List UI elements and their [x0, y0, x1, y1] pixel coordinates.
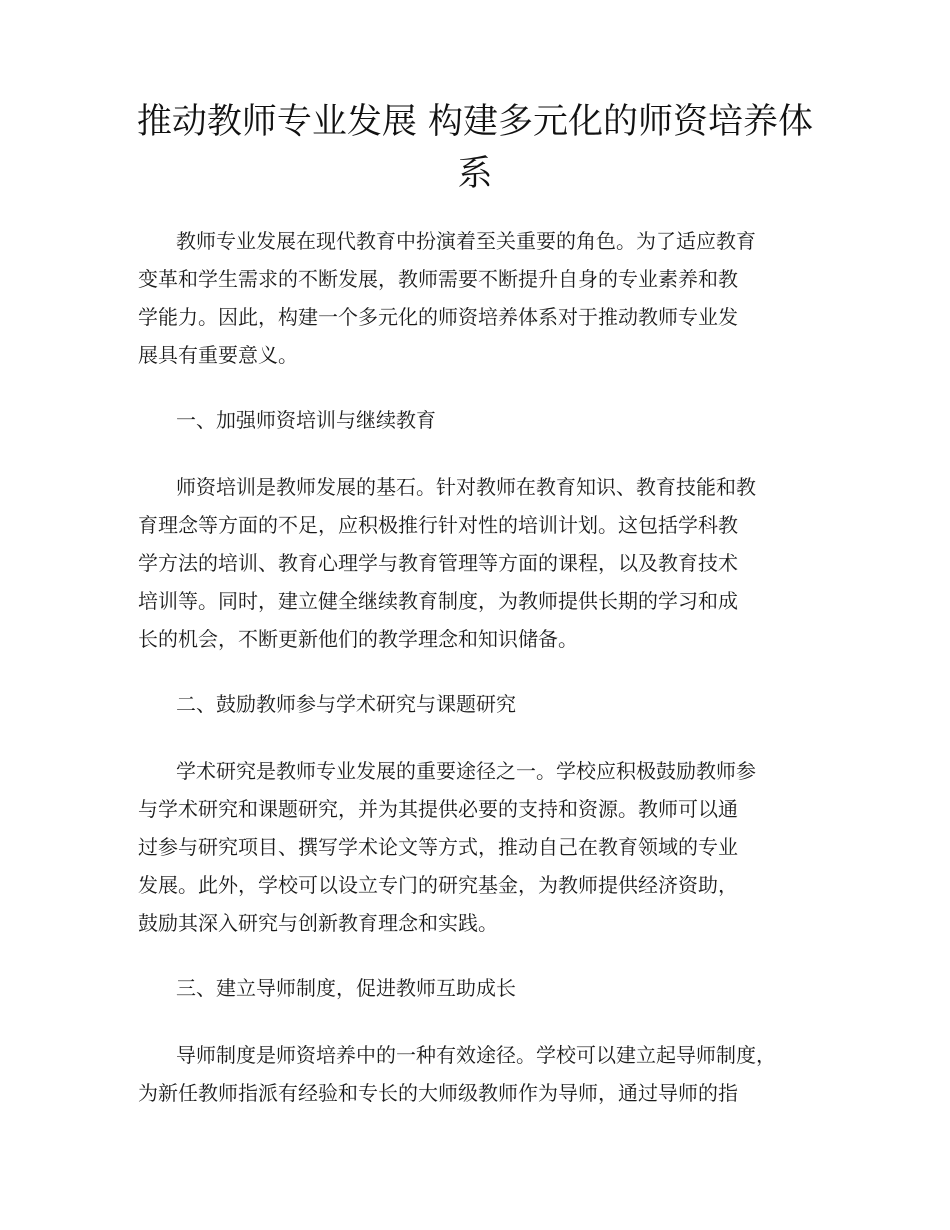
paragraph-line: 导师制度是师资培养中的一种有效途径。学校可以建立起导师制度，	[176, 1043, 776, 1067]
paragraph-training	[138, 468, 838, 658]
section-heading-3: 三、建立导师制度，促进教师互助成长	[176, 976, 516, 1000]
title-line: 系	[457, 154, 493, 194]
document-body	[138, 222, 838, 1139]
paragraph-line: 育理念等方面的不足，应积极推行针对性的培训计划。这包括学科教	[138, 513, 738, 537]
paragraph-mentor	[138, 1036, 838, 1112]
paragraph-line: 培训等。同时，建立健全继续教育制度，为教师提供长期的学习和成	[138, 589, 738, 613]
title-line: 推动教师专业发展 构建多元化的师资培养体	[136, 102, 814, 142]
paragraph-line: 过参与研究项目、撰写学术论文等方式，推动自己在教育领域的专业	[138, 835, 738, 859]
paragraph-line: 学术研究是教师专业发展的重要途径之一。学校应积极鼓励教师参	[176, 759, 756, 783]
paragraph-line: 教师专业发展在现代教育中扮演着至关重要的角色。为了适应教育	[176, 229, 756, 253]
paragraph-line: 变革和学生需求的不断发展，教师需要不断提升自身的专业素养和教	[138, 267, 738, 291]
paragraph-line: 学能力。因此，构建一个多元化的师资培养体系对于推动教师专业发	[138, 305, 738, 329]
paragraph-line: 展具有重要意义。	[138, 343, 298, 367]
section-heading-2: 二、鼓励教师参与学术研究与课题研究	[176, 692, 516, 716]
paragraph-intro	[138, 222, 838, 374]
paragraph-line: 为新任教师指派有经验和专长的大师级教师作为导师，通过导师的指	[138, 1081, 738, 1105]
section-heading-1: 一、加强师资培训与继续教育	[176, 408, 436, 432]
paragraph-line: 师资培训是教师发展的基石。针对教师在教育知识、教育技能和教	[176, 475, 756, 499]
document-title	[100, 96, 850, 200]
paragraph-line: 长的机会，不断更新他们的教学理念和知识储备。	[138, 627, 578, 651]
paragraph-research	[138, 752, 838, 942]
paragraph-line: 学方法的培训、教育心理学与教育管理等方面的课程，以及教育技术	[138, 551, 738, 575]
paragraph-line: 与学术研究和课题研究，并为其提供必要的支持和资源。教师可以通	[138, 797, 738, 821]
paragraph-line: 发展。此外，学校可以设立专门的研究基金，为教师提供经济资助，	[138, 873, 738, 897]
paragraph-line: 鼓励其深入研究与创新教育理念和实践。	[138, 911, 498, 935]
